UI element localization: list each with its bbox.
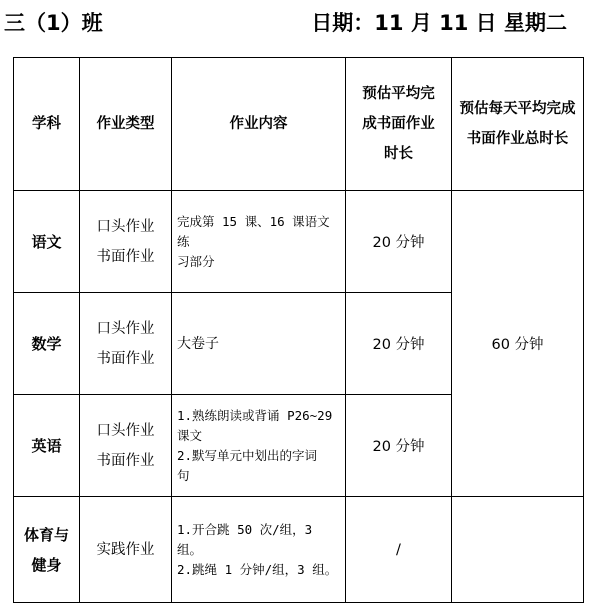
header-avg-duration-line: 成书面作业	[362, 116, 435, 132]
subject-label: 健身	[31, 555, 62, 574]
duration-cell: /	[346, 497, 452, 603]
type-label: 口头作业	[96, 218, 155, 235]
subject-label: 数学	[31, 334, 62, 353]
content-line: 句	[177, 467, 190, 483]
content-cell	[172, 497, 346, 603]
content-line: 完成第 15 课、16 课语文练	[177, 213, 330, 249]
subject-cell	[14, 395, 80, 497]
type-label: 书面作业	[96, 452, 155, 469]
subject-label: 语文	[31, 232, 62, 251]
type-label: 书面作业	[96, 350, 155, 367]
type-cell	[80, 293, 172, 395]
content-cell	[172, 191, 346, 293]
subject-cell	[14, 293, 80, 395]
header-type: 作业类型	[80, 58, 172, 191]
duration-cell: 20 分钟	[346, 395, 452, 497]
content-line: 大卷子	[177, 335, 219, 352]
type-label: 口头作业	[96, 422, 155, 439]
type-label: 书面作业	[96, 248, 155, 265]
header-content: 作业内容	[172, 58, 346, 191]
header-total-duration-line: 预估每天平均完成	[459, 101, 576, 117]
table-header-row	[14, 58, 584, 191]
content-cell	[172, 395, 346, 497]
header-total-duration	[452, 58, 584, 191]
header-avg-duration	[346, 58, 452, 191]
subject-cell	[14, 191, 80, 293]
type-label: 实践作业	[96, 541, 155, 558]
header-avg-duration-line: 预估平均完	[362, 86, 435, 102]
table-row	[14, 497, 584, 603]
duration-cell: 20 分钟	[346, 191, 452, 293]
total-duration-cell: 60 分钟	[452, 191, 584, 497]
date-label: 日期：11 月 11 日 星期二	[311, 11, 567, 35]
content-line: 2.默写单元中划出的字词	[177, 447, 318, 463]
type-cell	[80, 191, 172, 293]
empty-cell	[452, 497, 584, 603]
class-label: 三（1）班	[4, 11, 103, 35]
content-line: 习部分	[177, 253, 215, 269]
header-avg-duration-line: 时长	[384, 146, 413, 162]
subject-label: 英语	[31, 436, 62, 455]
type-label: 口头作业	[96, 320, 155, 337]
type-cell	[80, 395, 172, 497]
subject-cell	[14, 497, 80, 603]
content-line: 课文	[177, 427, 203, 443]
subject-label: 体育与	[23, 525, 69, 544]
content-line: 2.跳绳 1 分钟/组，3 组。	[177, 561, 338, 577]
content-line: 1.熟练朗读或背诵 P26~29	[177, 407, 333, 423]
content-cell	[172, 293, 346, 395]
homework-table	[13, 57, 584, 603]
header-total-duration-line: 书面作业总时长	[466, 131, 569, 147]
duration-cell: 20 分钟	[346, 293, 452, 395]
header-subject: 学科	[14, 58, 80, 191]
table-row	[14, 191, 584, 293]
type-cell	[80, 497, 172, 603]
content-line: 1.开合跳 50 次/组，3 组。	[177, 521, 313, 557]
